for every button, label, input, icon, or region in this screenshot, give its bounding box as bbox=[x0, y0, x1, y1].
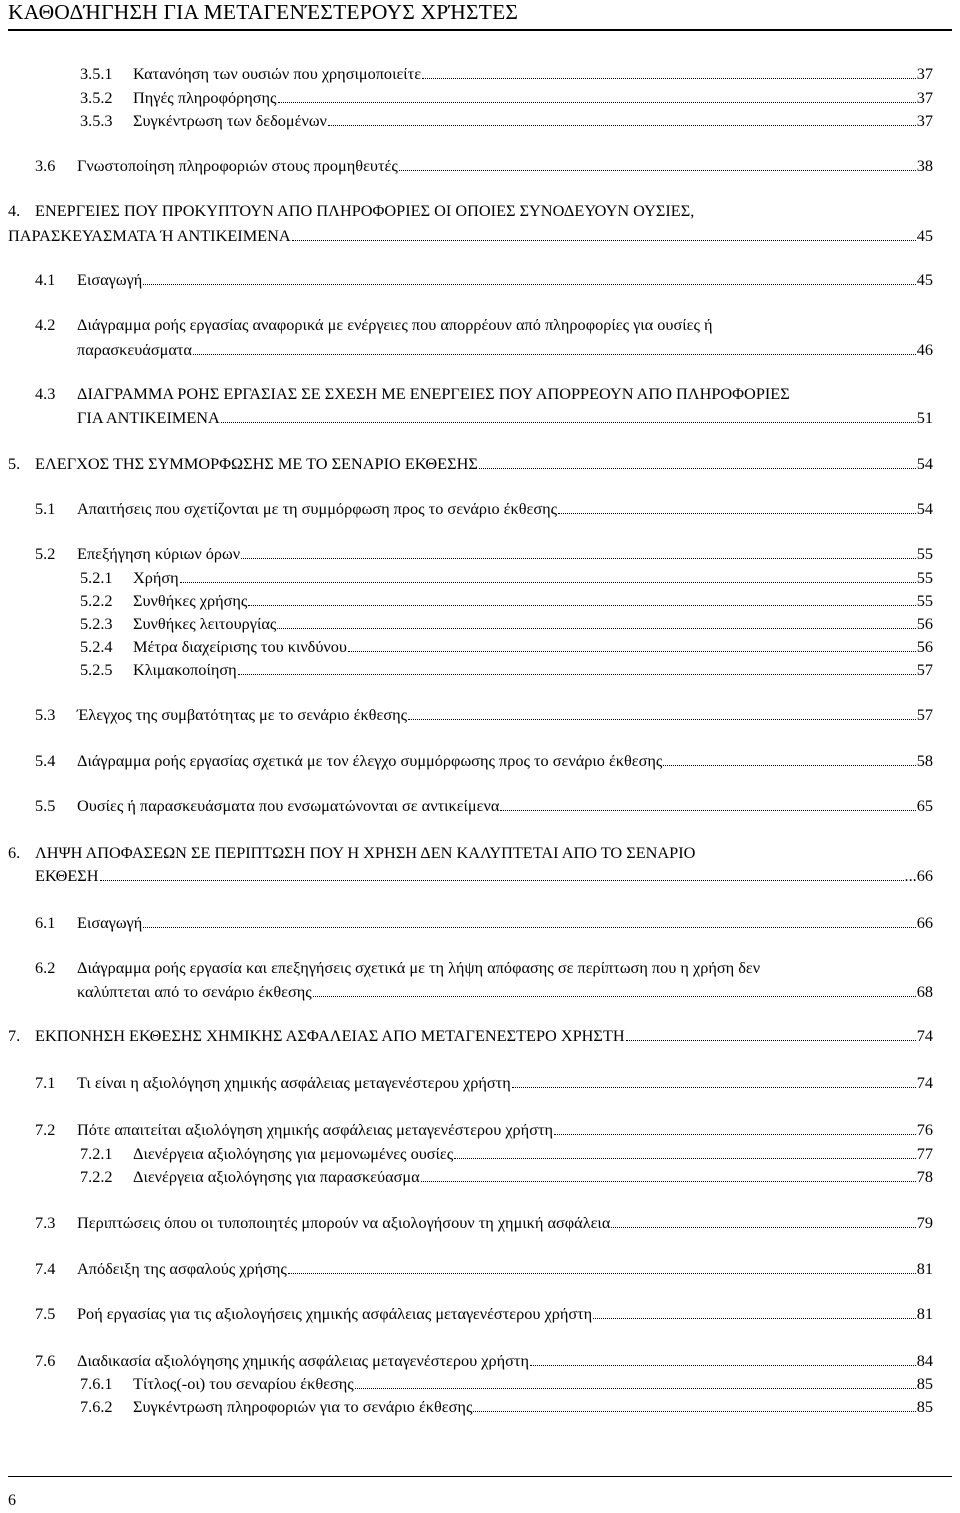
toc-entry[interactable] bbox=[35, 866, 933, 886]
toc-entry-title: Μέτρα διαχείρισης του κινδύνου bbox=[133, 637, 347, 656]
toc-entry-title: Πηγές πληροφόρησης bbox=[133, 88, 277, 107]
toc-entry-page: 46 bbox=[916, 340, 933, 359]
toc-entry-title: Γνωστοποίηση πληροφοριών στους προμηθευτές bbox=[77, 156, 398, 175]
toc-dot-leader bbox=[143, 270, 915, 285]
toc-entry-title: Ουσίες ή παρασκευάσματα που ενσωματώνονται σε αντικείμενα bbox=[77, 796, 500, 815]
toc-entry-page: 55 bbox=[916, 591, 933, 610]
toc-entry-page: 55 bbox=[916, 568, 933, 587]
toc-entry-title: Πότε απαιτείται αξιολόγηση χημικής ασφάλειας μεταγενέστερου χρήστη bbox=[77, 1120, 554, 1139]
toc-entry-line1 bbox=[35, 315, 713, 335]
toc-entry-title: Συγκέντρωση πληροφοριών για το σενάριο έκθεσης bbox=[133, 1397, 473, 1416]
toc-entry-title: ΕΚΘΕΣΗ bbox=[35, 866, 99, 885]
toc-entry-number: 5.4 bbox=[35, 751, 56, 770]
toc-dot-leader bbox=[408, 705, 916, 720]
toc-dot-leader bbox=[313, 982, 916, 997]
toc-entry-title: Κατανόηση των ουσιών που χρησιμοποιείτε bbox=[133, 64, 422, 83]
toc-entry-page: 45 bbox=[916, 270, 933, 289]
toc-dot-leader bbox=[500, 796, 915, 811]
toc-entry-title-line1: Διάγραμμα ροής εργασίας αναφορικά με ενέργειες που απορρέουν από πληροφορίες για ουσίες ή bbox=[77, 315, 713, 334]
toc-entry-number: 4.3 bbox=[35, 384, 56, 403]
footer-page-number: 6 bbox=[8, 1492, 16, 1509]
toc-dot-leader bbox=[248, 591, 915, 606]
toc-entry-line1 bbox=[35, 384, 790, 404]
toc-entry-number: 3.5.1 bbox=[80, 64, 113, 83]
toc-entry-title-line1: ΔΙΑΓΡΑΜΜΑ ΡΟΗΣ ΕΡΓΑΣΙΑΣ ΣΕ ΣΧΕΣΗ ΜΕ ΕΝΕΡΓΕΙΕΣ ΠΟΥ ΑΠΟΡΡΕΟΥΝ ΑΠΟ ΠΛΗΡΟΦΟΡΙΕΣ bbox=[77, 384, 790, 403]
toc-entry-title-line1: Διάγραμμα ροής εργασία και επεξηγήσεις σχετικά με τη λήψη απόφασης σε περίπτωση που η χρήση δεν bbox=[77, 958, 761, 977]
toc-entry-title: Απόδειξη της ασφαλούς χρήσης bbox=[77, 1259, 287, 1278]
toc-dot-leader bbox=[180, 568, 916, 583]
toc-entry[interactable] bbox=[80, 591, 933, 611]
toc-entry[interactable] bbox=[35, 1259, 933, 1279]
toc-entry[interactable] bbox=[77, 340, 933, 360]
toc-entry-page: 54 bbox=[916, 499, 933, 518]
toc-dot-leader bbox=[554, 1120, 916, 1135]
toc-entry[interactable] bbox=[77, 982, 933, 1002]
toc-entry[interactable] bbox=[35, 796, 933, 816]
toc-entry-page: 81 bbox=[916, 1304, 933, 1323]
toc-entry-title: Διενέργεια αξιολόγησης για παρασκεύασμα bbox=[133, 1167, 420, 1186]
toc-dot-leader bbox=[100, 866, 904, 881]
toc-dot-leader bbox=[422, 64, 916, 79]
toc-entry-page: 68 bbox=[916, 982, 933, 1001]
toc-entry[interactable] bbox=[80, 64, 933, 84]
toc-entry[interactable] bbox=[35, 544, 933, 564]
toc-dot-leader bbox=[663, 751, 915, 766]
toc-entry-title: Συνθήκες χρήσης bbox=[133, 591, 248, 610]
toc-dot-leader bbox=[348, 637, 916, 652]
toc-entry-title-line1: ΕΝΕΡΓΕΙΕΣ ΠΟΥ ΠΡΟΚΥΠΤΟΥΝ ΑΠΟ ΠΛΗΡΟΦΟΡΙΕΣ ΟΙ ΟΠΟΙΕΣ ΣΥΝΟΔΕΥΟΥΝ ΟΥΣΙΕΣ, bbox=[35, 201, 695, 220]
toc-entry-title: Εισαγωγή bbox=[77, 270, 143, 289]
toc-dot-leader bbox=[221, 408, 916, 423]
toc-entry-number: 7.3 bbox=[35, 1213, 56, 1232]
toc-entry-number: 5.3 bbox=[35, 705, 56, 724]
toc-entry-page: 57 bbox=[916, 705, 933, 724]
toc-entry[interactable] bbox=[80, 88, 933, 108]
toc-entry[interactable] bbox=[80, 1144, 933, 1164]
toc-entry-page: 74 bbox=[916, 1073, 933, 1092]
toc-entry-number: 5.2.2 bbox=[80, 591, 113, 610]
toc-entry-page: 58 bbox=[916, 751, 933, 770]
toc-dot-leader bbox=[278, 88, 916, 103]
toc-entry-number: 7.2.2 bbox=[80, 1167, 113, 1186]
toc-entry[interactable] bbox=[35, 270, 933, 290]
footer-rule bbox=[8, 1476, 952, 1477]
toc-entry-page: 56 bbox=[916, 614, 933, 633]
toc-dot-leader bbox=[238, 660, 916, 675]
toc-entry-page: 85 bbox=[916, 1374, 933, 1393]
toc-entry[interactable] bbox=[35, 913, 933, 933]
toc-entry-page: 78 bbox=[916, 1167, 933, 1186]
toc-entry-title: ΠΑΡΑΣΚΕΥΑΣΜΑΤΑ Ή ΑΝΤΙΚΕΙΜΕΝΑ bbox=[8, 226, 291, 245]
toc-entry-title: Επεξήγηση κύριων όρων bbox=[77, 544, 241, 563]
toc-entry-page: 74 bbox=[916, 1026, 933, 1045]
toc-dot-leader bbox=[143, 913, 915, 928]
toc-entry-page: 37 bbox=[916, 88, 933, 107]
toc-entry-title: παρασκευάσματα bbox=[77, 340, 192, 359]
toc-entry-title: Διαδικασία αξιολόγησης χημικής ασφάλειας μεταγενέστερου χρήστη bbox=[77, 1351, 529, 1370]
toc-entry[interactable] bbox=[80, 637, 933, 657]
toc-entry-page: ...66 bbox=[904, 866, 933, 885]
toc-entry[interactable] bbox=[80, 1167, 933, 1187]
toc-entry[interactable] bbox=[80, 614, 933, 634]
toc-entry-page: 57 bbox=[916, 660, 933, 679]
toc-entry-page: 84 bbox=[916, 1351, 933, 1370]
toc-entry-number: 6.2 bbox=[35, 958, 56, 977]
toc-entry-number: 5. bbox=[8, 454, 21, 473]
toc-entry-number: 5.2.4 bbox=[80, 637, 113, 656]
toc-entry-title: Τίτλος(-οι) του σεναρίου έκθεσης bbox=[133, 1374, 354, 1393]
toc-dot-leader bbox=[277, 614, 915, 629]
toc-dot-leader bbox=[558, 499, 916, 514]
toc-entry-page: 55 bbox=[916, 544, 933, 563]
toc-entry-number: 7.6 bbox=[35, 1351, 56, 1370]
toc-dot-leader bbox=[328, 111, 916, 126]
toc-dot-leader bbox=[399, 156, 916, 171]
toc-entry-page: 45 bbox=[916, 226, 933, 245]
toc-entry[interactable] bbox=[8, 226, 933, 246]
toc-dot-leader bbox=[593, 1304, 916, 1319]
toc-entry-number: 7.6.1 bbox=[80, 1374, 113, 1393]
toc-entry-number: 5.2.3 bbox=[80, 614, 113, 633]
toc-entry-title: ΕΛΕΓΧΟΣ ΤΗΣ ΣΥΜΜΟΡΦΩΣΗΣ ΜΕ ΤΟ ΣΕΝΑΡΙΟ ΕΚΘΕΣΗΣ bbox=[35, 454, 478, 473]
toc-entry[interactable] bbox=[80, 1397, 933, 1417]
toc-entry[interactable] bbox=[77, 408, 933, 428]
toc-entry-number: 5.2 bbox=[35, 544, 56, 563]
toc-entry-number: 5.1 bbox=[35, 499, 56, 518]
toc-entry-number: 5.2.1 bbox=[80, 568, 113, 587]
toc-entry-title: καλύπτεται από το σενάριο έκθεσης bbox=[77, 982, 312, 1001]
running-header-title: ΚΑΘΟΔΉΓΗΣΗ ΓΙΑ ΜΕΤΑΓΕΝΈΣΤΕΡΟΥΣ ΧΡΉΣΤΕΣ bbox=[8, 0, 519, 24]
toc-entry[interactable] bbox=[80, 1374, 933, 1394]
toc-entry-title: Διενέργεια αξιολόγησης για μεμονωμένες ουσίες bbox=[133, 1144, 454, 1163]
toc-entry[interactable] bbox=[35, 705, 933, 725]
toc-entry-number: 4.2 bbox=[35, 315, 56, 334]
toc-entry[interactable] bbox=[35, 156, 933, 176]
toc-entry-number: 4. bbox=[8, 201, 21, 220]
toc-entry-number: 7. bbox=[8, 1026, 21, 1045]
toc-entry-title: Συγκέντρωση των δεδομένων bbox=[133, 111, 327, 130]
toc-entry[interactable] bbox=[35, 1120, 933, 1140]
toc-entry[interactable] bbox=[80, 568, 933, 588]
toc-entry-title: Απαιτήσεις που σχετίζονται με τη συμμόρφωση προς το σενάριο έκθεσης bbox=[77, 499, 558, 518]
toc-dot-leader bbox=[288, 1259, 916, 1274]
toc-dot-leader bbox=[473, 1397, 915, 1412]
toc-dot-leader bbox=[626, 1026, 916, 1041]
toc-entry-title-line1: ΛΗΨΗ ΑΠΟΦΑΣΕΩΝ ΣΕ ΠΕΡΙΠΤΩΣΗ ΠΟΥ Η ΧΡΗΣΗ ΔΕΝ ΚΑΛΥΠΤΕΤΑΙ ΑΠΟ ΤΟ ΣΕΝΑΡΙΟ bbox=[35, 843, 696, 862]
toc-dot-leader bbox=[355, 1374, 916, 1389]
toc-entry-page: 79 bbox=[916, 1213, 933, 1232]
toc-entry-page: 37 bbox=[916, 111, 933, 130]
toc-entry-title: Διάγραμμα ροής εργασίας σχετικά με τον έλεγχο συμμόρφωσης προς το σενάριο έκθεσης bbox=[77, 751, 663, 770]
toc-entry-number: 4.1 bbox=[35, 270, 56, 289]
toc-entry-number: 6.1 bbox=[35, 913, 56, 932]
toc-entry-page: 56 bbox=[916, 637, 933, 656]
toc-dot-leader bbox=[193, 340, 916, 355]
toc-entry-title: Κλιμακοποίηση bbox=[133, 660, 237, 679]
toc-entry-number: 7.5 bbox=[35, 1304, 56, 1323]
toc-entry-title: Τι είναι η αξιολόγηση χημικής ασφάλειας μεταγενέστερου χρήστη bbox=[77, 1073, 511, 1092]
toc-dot-leader bbox=[241, 544, 916, 559]
toc-entry[interactable] bbox=[35, 499, 933, 519]
toc-entry-number: 3.5.2 bbox=[80, 88, 113, 107]
toc-entry-number: 7.1 bbox=[35, 1073, 56, 1092]
toc-entry-title: Συνθήκες λειτουργίας bbox=[133, 614, 277, 633]
toc-entry[interactable] bbox=[80, 660, 933, 680]
toc-entry[interactable] bbox=[8, 1026, 933, 1046]
toc-dot-leader bbox=[292, 226, 916, 241]
toc-dot-leader bbox=[479, 454, 916, 469]
toc-entry-line1 bbox=[8, 843, 695, 863]
toc-entry-title: ΕΚΠΟΝΗΣΗ ΕΚΘΕΣΗΣ ΧΗΜΙΚΗΣ ΑΣΦΑΛΕΙΑΣ ΑΠΟ ΜΕΤΑΓΕΝΕΣΤΕΡΟ ΧΡΗΣΤΗ bbox=[35, 1026, 625, 1045]
toc-entry-page: 37 bbox=[916, 64, 933, 83]
toc-entry-page: 76 bbox=[916, 1120, 933, 1139]
toc-entry-line1 bbox=[35, 958, 760, 978]
toc-entry-page: 81 bbox=[916, 1259, 933, 1278]
toc-dot-leader bbox=[421, 1167, 916, 1182]
toc-entry-page: 77 bbox=[916, 1144, 933, 1163]
toc-entry-page: 66 bbox=[916, 913, 933, 932]
toc-entry-number: 6. bbox=[8, 843, 21, 862]
toc-entry-title: Εισαγωγή bbox=[77, 913, 143, 932]
toc-entry-page: 85 bbox=[916, 1397, 933, 1416]
toc-entry-number: 3.6 bbox=[35, 156, 56, 175]
toc-entry-number: 7.2 bbox=[35, 1120, 56, 1139]
toc-entry-line1 bbox=[8, 201, 694, 221]
toc-entry[interactable] bbox=[35, 751, 933, 771]
toc-entry-page: 65 bbox=[916, 796, 933, 815]
toc-entry-title: Χρήση bbox=[133, 568, 179, 587]
toc-entry[interactable] bbox=[80, 111, 933, 131]
toc-dot-leader bbox=[611, 1213, 915, 1228]
toc-entry[interactable] bbox=[35, 1351, 933, 1371]
toc-entry[interactable] bbox=[8, 454, 933, 474]
toc-entry-page: 38 bbox=[916, 156, 933, 175]
toc-entry-number: 5.2.5 bbox=[80, 660, 113, 679]
toc-entry-number: 3.5.3 bbox=[80, 111, 113, 130]
toc-entry-title: Έλεγχος της συμβατότητας με το σενάριο έκθεσης bbox=[77, 705, 408, 724]
toc-dot-leader bbox=[454, 1144, 915, 1159]
toc-entry-title: ΓΙΑ ΑΝΤΙΚΕΙΜΕΝΑ bbox=[77, 408, 220, 427]
toc-entry[interactable] bbox=[35, 1213, 933, 1233]
toc-entry-number: 5.5 bbox=[35, 796, 56, 815]
toc-entry-title: Ροή εργασίας για τις αξιολογήσεις χημικής ασφάλειας μεταγενέστερου χρήστη bbox=[77, 1304, 593, 1323]
toc-dot-leader bbox=[512, 1073, 916, 1088]
toc-entry-number: 7.2.1 bbox=[80, 1144, 113, 1163]
toc-dot-leader bbox=[530, 1351, 916, 1366]
toc-entry-page: 54 bbox=[916, 454, 933, 473]
toc-entry-page: 51 bbox=[916, 408, 933, 427]
toc-entry[interactable] bbox=[35, 1073, 933, 1093]
toc-entry-number: 7.6.2 bbox=[80, 1397, 113, 1416]
toc-entry-title: Περιπτώσεις όπου οι τυποποιητές μπορούν να αξιολογήσουν τη χημική ασφάλεια bbox=[77, 1213, 611, 1232]
toc-entry-number: 7.4 bbox=[35, 1259, 56, 1278]
toc-entry[interactable] bbox=[35, 1304, 933, 1324]
